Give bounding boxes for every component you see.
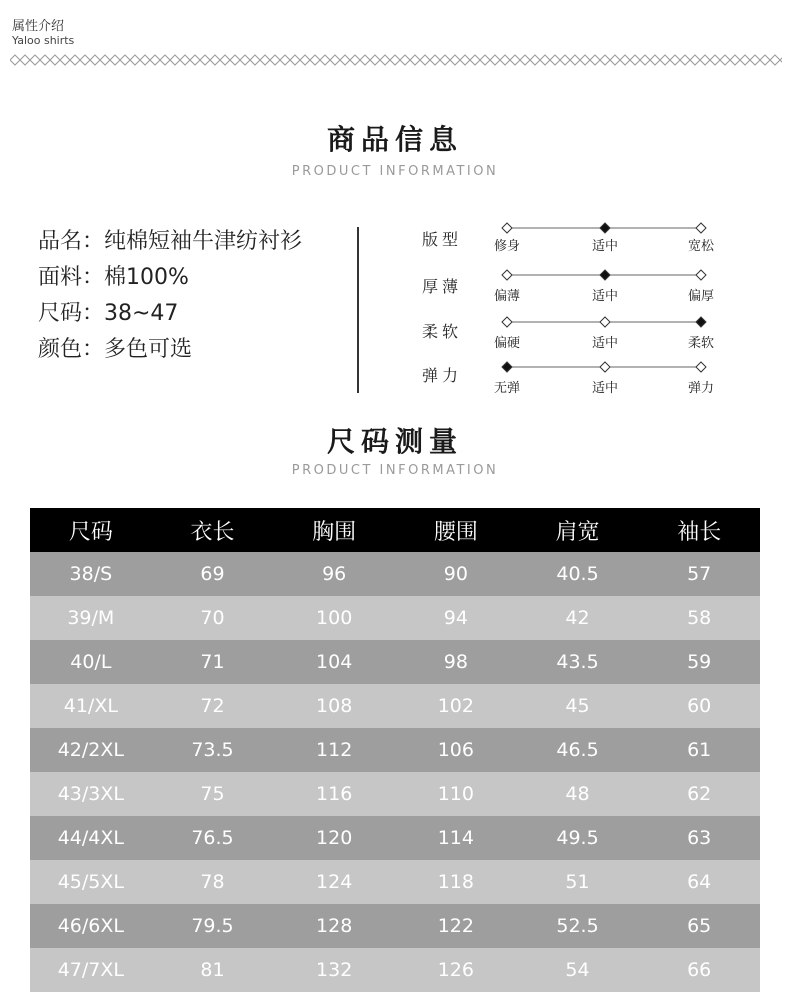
scale-marker-selected	[502, 362, 512, 372]
table-cell: 40/L	[70, 651, 112, 673]
table-cell: 114	[437, 827, 474, 849]
scale-marker	[502, 317, 512, 327]
table-cell: 45/5XL	[57, 871, 124, 893]
scale-marker	[502, 223, 512, 233]
section-title-size-measure: 尺码测量	[326, 425, 463, 458]
table-cell: 49.5	[556, 827, 599, 849]
attr-label: 版型	[422, 230, 463, 249]
scale-option-label: 宽松	[687, 239, 715, 254]
table-cell: 116	[316, 783, 353, 805]
table-cell: 120	[316, 827, 353, 849]
scale-option-label: 修身	[493, 239, 521, 254]
table-row	[30, 904, 760, 948]
table-cell: 122	[437, 915, 474, 937]
table-cell: 44/4XL	[57, 827, 124, 849]
table-cell: 112	[316, 739, 353, 761]
table-cell: 106	[437, 739, 474, 761]
scale-option-label: 适中	[591, 336, 619, 351]
table-cell: 61	[687, 739, 712, 761]
table-cell: 79.5	[191, 915, 234, 937]
scale-option-label: 适中	[591, 381, 619, 396]
table-header-length: 衣长	[190, 519, 235, 545]
scale-marker	[502, 270, 512, 280]
table-row	[30, 816, 760, 860]
table-cell: 96	[322, 563, 347, 585]
table-cell: 94	[443, 607, 468, 629]
table-row	[30, 552, 760, 596]
table-row	[30, 772, 760, 816]
scale-option-label: 偏厚	[687, 289, 715, 304]
table-cell: 59	[687, 651, 712, 673]
table-header-size: 尺码	[68, 519, 113, 545]
table-cell: 100	[316, 607, 353, 629]
info-fabric: 面料：棉100%	[38, 265, 189, 290]
table-cell: 124	[316, 871, 353, 893]
attr-scale	[495, 220, 720, 236]
vertical-divider	[357, 227, 359, 393]
info-product-name: 品名：纯棉短袖牛津纺衬衫	[38, 229, 303, 254]
attr-label: 弹力	[422, 366, 463, 385]
table-cell: 98	[443, 651, 468, 673]
table-cell: 43.5	[556, 651, 599, 673]
section-subtitle-product-info: PRODUCT INFORMATION	[291, 164, 499, 179]
table-cell: 118	[437, 871, 474, 893]
table-header-waist: 腰围	[433, 519, 478, 545]
table-cell: 65	[687, 915, 712, 937]
table-cell: 70	[200, 607, 225, 629]
scale-marker-selected	[600, 223, 610, 233]
table-cell: 48	[565, 783, 590, 805]
table-cell: 110	[437, 783, 474, 805]
table-cell: 47/7XL	[57, 959, 124, 981]
scale-option-label: 偏薄	[493, 289, 521, 304]
table-cell: 45	[565, 695, 590, 717]
table-cell: 108	[316, 695, 353, 717]
table-row	[30, 596, 760, 640]
info-color: 颜色：多色可选	[38, 337, 193, 362]
table-cell: 128	[316, 915, 353, 937]
scale-option-label: 适中	[591, 239, 619, 254]
table-cell: 60	[687, 695, 712, 717]
table-row	[30, 684, 760, 728]
table-row	[30, 860, 760, 904]
table-cell: 38/S	[69, 563, 113, 585]
table-cell: 73.5	[191, 739, 234, 761]
diamond-border-decoration	[10, 53, 782, 67]
scale-marker	[696, 362, 706, 372]
scale-option-label: 偏硬	[493, 336, 521, 351]
scale-marker	[600, 362, 610, 372]
table-cell: 75	[200, 783, 225, 805]
scale-option-label: 柔软	[687, 336, 715, 351]
table-cell: 54	[565, 959, 590, 981]
attr-scale	[495, 267, 720, 283]
table-cell: 62	[687, 783, 712, 805]
table-header-shoulder: 肩宽	[555, 519, 600, 545]
table-cell: 46.5	[556, 739, 599, 761]
table-row	[30, 728, 760, 772]
table-cell: 39/M	[67, 607, 115, 629]
table-cell: 78	[200, 871, 225, 893]
scale-marker-selected	[600, 270, 610, 280]
attr-scale	[495, 314, 720, 330]
table-cell: 126	[437, 959, 474, 981]
table-cell: 66	[687, 959, 712, 981]
table-cell: 72	[200, 695, 225, 717]
table-cell: 58	[687, 607, 712, 629]
attr-label: 柔软	[422, 322, 463, 341]
section-subtitle-size-measure: PRODUCT INFORMATION	[291, 463, 499, 478]
table-cell: 132	[316, 959, 353, 981]
table-cell: 42	[565, 607, 590, 629]
info-size-range: 尺码：38~47	[38, 301, 179, 326]
table-cell: 104	[316, 651, 353, 673]
table-header-row	[30, 508, 760, 552]
table-cell: 43/3XL	[57, 783, 124, 805]
scale-marker	[600, 317, 610, 327]
table-cell: 63	[687, 827, 712, 849]
table-cell: 81	[200, 959, 225, 981]
attr-scale	[495, 359, 720, 375]
table-cell: 69	[200, 563, 225, 585]
scale-option-label: 无弹	[493, 381, 521, 396]
table-row	[30, 640, 760, 684]
table-row	[30, 948, 760, 992]
header-title-cn: 属性介绍	[12, 19, 65, 34]
table-header-sleeve: 袖长	[677, 519, 722, 545]
table-cell: 40.5	[556, 563, 599, 585]
table-cell: 46/6XL	[57, 915, 124, 937]
header-title-en: Yaloo shirts	[12, 34, 75, 47]
table-cell: 64	[687, 871, 712, 893]
scale-marker	[696, 223, 706, 233]
size-table	[30, 508, 760, 992]
scale-marker-selected	[696, 317, 706, 327]
table-cell: 51	[565, 871, 590, 893]
table-header-chest: 胸围	[312, 519, 357, 545]
section-title-product-info: 商品信息	[326, 123, 463, 156]
table-cell: 76.5	[191, 827, 234, 849]
table-cell: 52.5	[556, 915, 599, 937]
table-cell: 41/XL	[63, 695, 118, 717]
table-cell: 57	[687, 563, 712, 585]
table-cell: 42/2XL	[57, 739, 124, 761]
scale-option-label: 弹力	[687, 381, 715, 396]
table-cell: 90	[443, 563, 468, 585]
scale-marker	[696, 270, 706, 280]
table-cell: 71	[200, 651, 225, 673]
attr-label: 厚薄	[422, 277, 463, 296]
scale-option-label: 适中	[591, 289, 619, 304]
table-cell: 102	[437, 695, 474, 717]
